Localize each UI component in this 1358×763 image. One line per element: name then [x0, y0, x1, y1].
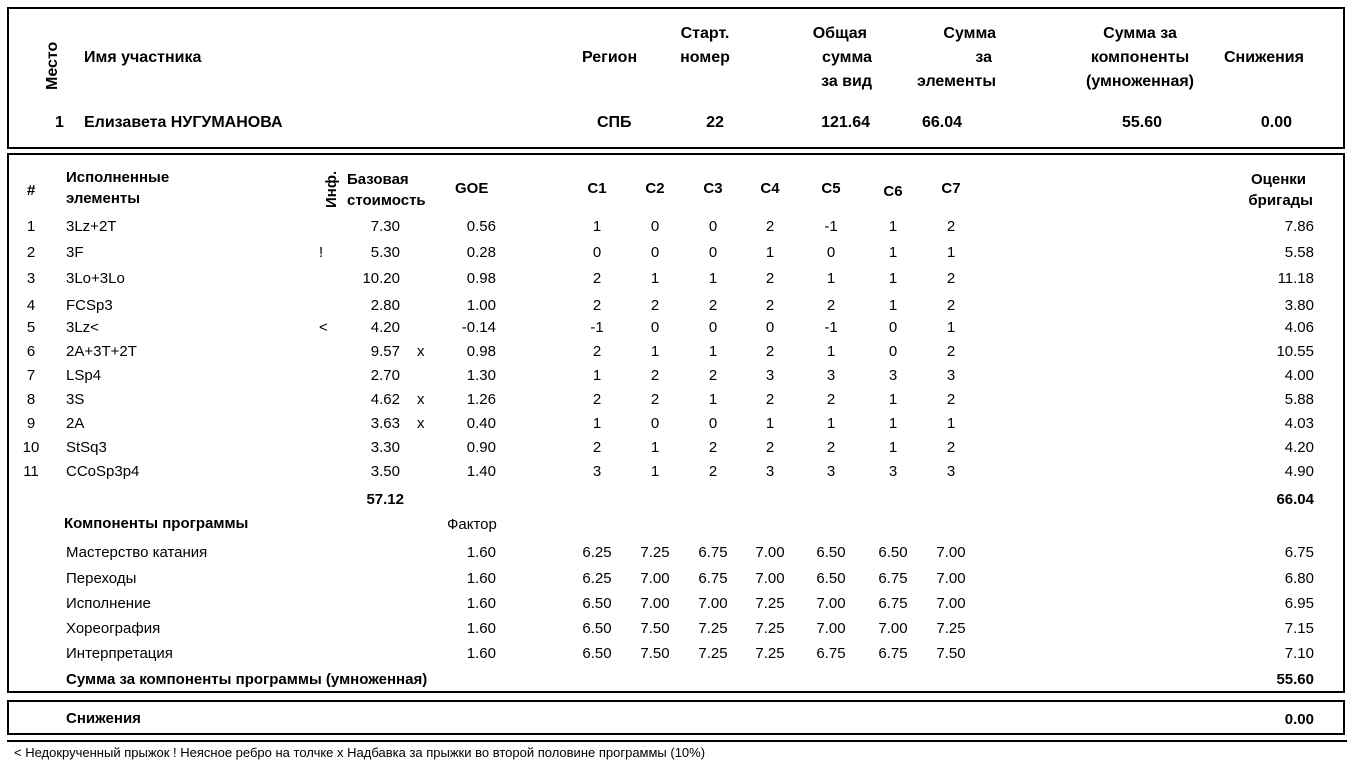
element-goe: -0.14: [461, 319, 496, 336]
base-value-header-line1: Базовая: [347, 171, 409, 188]
element-judge-c7: 3: [946, 367, 956, 384]
element-judge-c6: 1: [888, 391, 898, 408]
component-panel-score: 7.15: [1284, 620, 1314, 637]
element-judge-c2: 0: [650, 415, 660, 432]
skater-name: Елизавета НУГУМАНОВА: [84, 114, 283, 131]
goe-header: GOE: [455, 180, 489, 197]
component-panel-score: 6.95: [1284, 595, 1314, 612]
element-judge-c1: 3: [592, 463, 602, 480]
component-judge-c6: 6.75: [878, 570, 908, 587]
element-goe: 0.56: [466, 218, 496, 235]
element-judge-c5: 3: [826, 367, 836, 384]
component-judge-c3: 7.00: [698, 595, 728, 612]
element-judge-c5: 1: [826, 415, 836, 432]
component-judge-c6: 6.75: [878, 595, 908, 612]
skater-region: СПБ: [597, 114, 632, 131]
element-code: 3Lz<: [66, 319, 99, 336]
place-column-header: Место: [44, 41, 61, 90]
element-judge-c6: 3: [888, 367, 898, 384]
component-judge-c4: 7.00: [755, 544, 785, 561]
component-judge-c2: 7.50: [640, 645, 670, 662]
component-name: Мастерство катания: [66, 544, 208, 561]
component-judge-c5: 6.50: [816, 570, 846, 587]
component-judge-c4: 7.25: [755, 645, 785, 662]
element-judge-c7: 2: [946, 218, 956, 235]
element-code: CCoSp3p4: [66, 463, 140, 480]
element-judge-c7: 1: [946, 319, 956, 336]
components-sum-header-line2: компоненты: [1090, 49, 1190, 66]
element-panel-score: 4.90: [1284, 463, 1314, 480]
element-judge-c3: 0: [708, 319, 718, 336]
component-judge-c5: 6.50: [816, 544, 846, 561]
element-judge-c1: 2: [592, 343, 602, 360]
element-panel-score: 10.55: [1276, 343, 1314, 360]
panel-score-header-line1: Оценки: [1250, 171, 1306, 188]
element-judge-c7: 1: [946, 244, 956, 261]
element-judge-c6: 1: [888, 415, 898, 432]
element-judge-c4: 2: [765, 343, 775, 360]
component-judge-c2: 7.00: [640, 570, 670, 587]
element-row-number: 1: [26, 218, 36, 235]
panel-score-header-line2: бригады: [1248, 192, 1313, 209]
element-judge-c3: 1: [708, 270, 718, 287]
element-base-value: 2.80: [370, 297, 400, 314]
element-row-number: 8: [26, 391, 36, 408]
components-sum-header-line1: Сумма за: [1103, 25, 1177, 42]
element-judge-c2: 0: [650, 244, 660, 261]
total-header-line1: Общая: [812, 25, 867, 42]
elements-score-total: 66.04: [1276, 491, 1314, 508]
element-base-value: 4.20: [370, 319, 400, 336]
factor-header: Фактор: [447, 516, 497, 533]
element-judge-c2: 2: [650, 391, 660, 408]
element-row-number: 9: [26, 415, 36, 432]
deductions-label: Снижения: [66, 710, 141, 727]
judge-header-c4: C4: [760, 180, 780, 197]
judge-header-c1: C1: [587, 180, 607, 197]
component-factor: 1.60: [466, 595, 496, 612]
total-header-line2: сумма: [822, 49, 872, 66]
element-judge-c3: 2: [708, 439, 718, 456]
element-judge-c5: 1: [826, 343, 836, 360]
element-judge-c5: 0: [826, 244, 836, 261]
element-base-value: 3.50: [370, 463, 400, 480]
judge-header-c5: C5: [821, 180, 841, 197]
element-info-flag: !: [319, 244, 324, 261]
element-judge-c4: 1: [765, 244, 775, 261]
component-panel-score: 6.75: [1284, 544, 1314, 561]
element-judge-c6: 1: [888, 218, 898, 235]
element-judge-c4: 2: [765, 439, 775, 456]
element-judge-c5: -1: [824, 218, 838, 235]
element-judge-c6: 1: [888, 244, 898, 261]
component-judge-c5: 7.00: [816, 620, 846, 637]
component-judge-c1: 6.50: [582, 645, 612, 662]
component-judge-c2: 7.25: [640, 544, 670, 561]
skater-elements-score: 66.04: [921, 114, 962, 131]
component-factor: 1.60: [466, 570, 496, 587]
element-judge-c4: 3: [765, 367, 775, 384]
component-name: Хореография: [66, 620, 161, 637]
component-judge-c3: 7.25: [698, 645, 728, 662]
element-base-value: 10.20: [362, 270, 400, 287]
element-judge-c4: 3: [765, 463, 775, 480]
element-judge-c7: 2: [946, 439, 956, 456]
skater-place: 1: [55, 114, 64, 131]
element-goe: 0.98: [466, 343, 496, 360]
element-judge-c2: 1: [650, 439, 660, 456]
element-judge-c1: 2: [592, 297, 602, 314]
component-panel-score: 7.10: [1284, 645, 1314, 662]
component-judge-c1: 6.50: [582, 595, 612, 612]
element-bonus-mark: x: [417, 391, 425, 408]
element-judge-c6: 1: [888, 439, 898, 456]
element-row-number: 7: [26, 367, 36, 384]
element-panel-score: 4.03: [1284, 415, 1314, 432]
component-judge-c7: 7.00: [936, 544, 966, 561]
element-judge-c4: 1: [765, 415, 775, 432]
element-judge-c1: 1: [592, 367, 602, 384]
element-code: StSq3: [66, 439, 107, 456]
element-judge-c3: 2: [708, 297, 718, 314]
element-info-flag: <: [319, 319, 328, 336]
total-header-line3: за вид: [821, 73, 872, 90]
legend: < Недокрученный прыжок ! Неясное ребро на толчке x Надбавка за прыжки во второй половине программы (10%): [14, 745, 706, 760]
judge-header-c6: C6: [883, 183, 903, 200]
element-judge-c7: 1: [946, 415, 956, 432]
elements-sum-header-line2: за: [975, 49, 992, 66]
component-judge-c1: 6.50: [582, 620, 612, 637]
element-base-value: 2.70: [370, 367, 400, 384]
base-value-header-line2: стоимость: [347, 192, 426, 209]
element-row-number: 6: [26, 343, 36, 360]
element-judge-c1: 2: [592, 439, 602, 456]
element-row-number: 10: [22, 439, 40, 456]
element-code: 3Lo+3Lo: [66, 270, 125, 287]
start-number-header-line1: Старт.: [680, 25, 730, 42]
name-column-header: Имя участника: [84, 49, 202, 66]
element-base-value: 9.57: [370, 343, 400, 360]
element-bonus-mark: x: [417, 415, 425, 432]
skater-deductions: 0.00: [1260, 114, 1292, 131]
element-code: 3S: [66, 391, 85, 408]
judge-header-c2: C2: [645, 180, 665, 197]
element-judge-c5: 3: [826, 463, 836, 480]
component-judge-c6: 7.00: [878, 620, 908, 637]
component-factor: 1.60: [466, 645, 496, 662]
element-judge-c6: 1: [888, 270, 898, 287]
executed-elements-header-line1: Исполненные: [66, 169, 170, 186]
element-judge-c6: 3: [888, 463, 898, 480]
element-base-value: 4.62: [370, 391, 400, 408]
element-row-number: 11: [23, 463, 39, 480]
element-judge-c1: 2: [592, 270, 602, 287]
judge-header-c7: C7: [941, 180, 961, 197]
element-base-value: 7.30: [370, 218, 400, 235]
element-judge-c1: 1: [592, 218, 602, 235]
element-panel-score: 4.20: [1284, 439, 1314, 456]
component-judge-c1: 6.25: [582, 544, 612, 561]
element-judge-c6: 0: [888, 343, 898, 360]
component-judge-c7: 7.50: [936, 645, 966, 662]
element-goe: 1.40: [466, 463, 496, 480]
component-judge-c1: 6.25: [582, 570, 612, 587]
deductions-value: 0.00: [1284, 711, 1314, 728]
element-judge-c2: 1: [650, 270, 660, 287]
element-number-header: #: [27, 182, 36, 199]
component-judge-c6: 6.75: [878, 645, 908, 662]
element-row-number: 4: [26, 297, 36, 314]
component-judge-c3: 7.25: [698, 620, 728, 637]
element-judge-c4: 2: [765, 391, 775, 408]
component-factor: 1.60: [466, 544, 496, 561]
component-judge-c6: 6.50: [878, 544, 908, 561]
info-header: Инф.: [323, 170, 340, 208]
start-number-header-line2: номер: [680, 49, 730, 66]
element-judge-c2: 2: [650, 367, 660, 384]
element-base-value: 3.63: [370, 415, 400, 432]
component-judge-c5: 7.00: [816, 595, 846, 612]
element-judge-c2: 0: [650, 319, 660, 336]
element-judge-c3: 2: [708, 367, 718, 384]
element-judge-c4: 2: [765, 270, 775, 287]
element-panel-score: 4.06: [1284, 319, 1314, 336]
component-name: Переходы: [66, 570, 137, 587]
element-judge-c5: -1: [824, 319, 838, 336]
element-goe: 0.40: [466, 415, 496, 432]
element-row-number: 2: [26, 244, 36, 261]
elements-sum-header-line3: элементы: [917, 73, 996, 90]
element-judge-c2: 0: [650, 218, 660, 235]
element-panel-score: 3.80: [1284, 297, 1314, 314]
element-judge-c6: 0: [888, 319, 898, 336]
element-judge-c3: 0: [708, 415, 718, 432]
element-goe: 1.00: [466, 297, 496, 314]
element-row-number: 5: [26, 319, 36, 336]
element-judge-c5: 2: [826, 439, 836, 456]
components-header: Компоненты программы: [64, 515, 249, 532]
element-judge-c4: 0: [765, 319, 775, 336]
element-judge-c7: 2: [946, 297, 956, 314]
component-name: Интерпретация: [66, 645, 173, 662]
element-judge-c1: 0: [592, 244, 602, 261]
component-judge-c7: 7.00: [936, 570, 966, 587]
element-row-number: 3: [26, 270, 36, 287]
element-goe: 0.28: [466, 244, 496, 261]
legend-divider: [7, 740, 1347, 742]
component-judge-c4: 7.25: [755, 620, 785, 637]
component-judge-c3: 6.75: [698, 570, 728, 587]
elements-sum-header-line1: Сумма: [943, 25, 996, 42]
element-judge-c1: -1: [590, 319, 604, 336]
region-column-header: Регион: [582, 49, 638, 66]
deductions-box: [7, 700, 1345, 735]
element-judge-c7: 2: [946, 391, 956, 408]
element-panel-score: 5.58: [1284, 244, 1314, 261]
element-judge-c5: 2: [826, 391, 836, 408]
judge-header-c3: C3: [703, 180, 723, 197]
element-code: 3Lz+2T: [66, 218, 117, 235]
element-goe: 0.98: [466, 270, 496, 287]
component-judge-c2: 7.00: [640, 595, 670, 612]
element-panel-score: 5.88: [1284, 391, 1314, 408]
component-name: Исполнение: [66, 595, 151, 612]
element-judge-c3: 1: [708, 343, 718, 360]
element-code: FCSp3: [66, 297, 113, 314]
component-judge-c7: 7.00: [936, 595, 966, 612]
skater-total-score: 121.64: [821, 114, 870, 131]
element-judge-c3: 1: [708, 391, 718, 408]
element-judge-c6: 1: [888, 297, 898, 314]
element-judge-c2: 2: [650, 297, 660, 314]
element-bonus-mark: x: [417, 343, 425, 360]
element-code: 2A: [66, 415, 85, 432]
component-judge-c7: 7.25: [936, 620, 966, 637]
element-judge-c3: 0: [708, 244, 718, 261]
element-judge-c1: 2: [592, 391, 602, 408]
element-goe: 0.90: [466, 439, 496, 456]
component-factor: 1.60: [466, 620, 496, 637]
component-judge-c5: 6.75: [816, 645, 846, 662]
element-judge-c2: 1: [650, 463, 660, 480]
element-judge-c3: 0: [708, 218, 718, 235]
element-judge-c2: 1: [650, 343, 660, 360]
element-panel-score: 11.18: [1277, 270, 1314, 287]
component-judge-c4: 7.00: [755, 570, 785, 587]
components-total-label: Сумма за компоненты программы (умноженная): [66, 671, 428, 688]
component-panel-score: 6.80: [1284, 570, 1314, 587]
element-judge-c7: 2: [946, 343, 956, 360]
element-code: 3F: [66, 244, 84, 261]
element-goe: 1.30: [466, 367, 496, 384]
component-judge-c4: 7.25: [755, 595, 785, 612]
executed-elements-header-line2: элементы: [66, 190, 141, 207]
element-judge-c5: 2: [826, 297, 836, 314]
skater-components-score: 55.60: [1121, 114, 1162, 131]
element-code: LSp4: [66, 367, 102, 384]
element-judge-c1: 1: [592, 415, 602, 432]
element-goe: 1.26: [466, 391, 496, 408]
element-base-value: 3.30: [370, 439, 400, 456]
element-judge-c5: 1: [826, 270, 836, 287]
components-sum-header-line3: (умноженная): [1086, 73, 1194, 90]
deductions-column-header: Снижения: [1224, 49, 1304, 66]
element-judge-c7: 2: [946, 270, 956, 287]
element-base-value: 5.30: [370, 244, 400, 261]
element-code: 2A+3T+2T: [66, 343, 137, 360]
element-judge-c4: 2: [765, 297, 775, 314]
components-total-value: 55.60: [1276, 671, 1314, 688]
element-panel-score: 7.86: [1284, 218, 1314, 235]
element-judge-c3: 2: [708, 463, 718, 480]
skater-start-number: 22: [706, 114, 724, 131]
base-value-total: 57.12: [366, 491, 404, 508]
element-panel-score: 4.00: [1284, 367, 1314, 384]
element-judge-c4: 2: [765, 218, 775, 235]
element-judge-c7: 3: [946, 463, 956, 480]
component-judge-c3: 6.75: [698, 544, 728, 561]
component-judge-c2: 7.50: [640, 620, 670, 637]
